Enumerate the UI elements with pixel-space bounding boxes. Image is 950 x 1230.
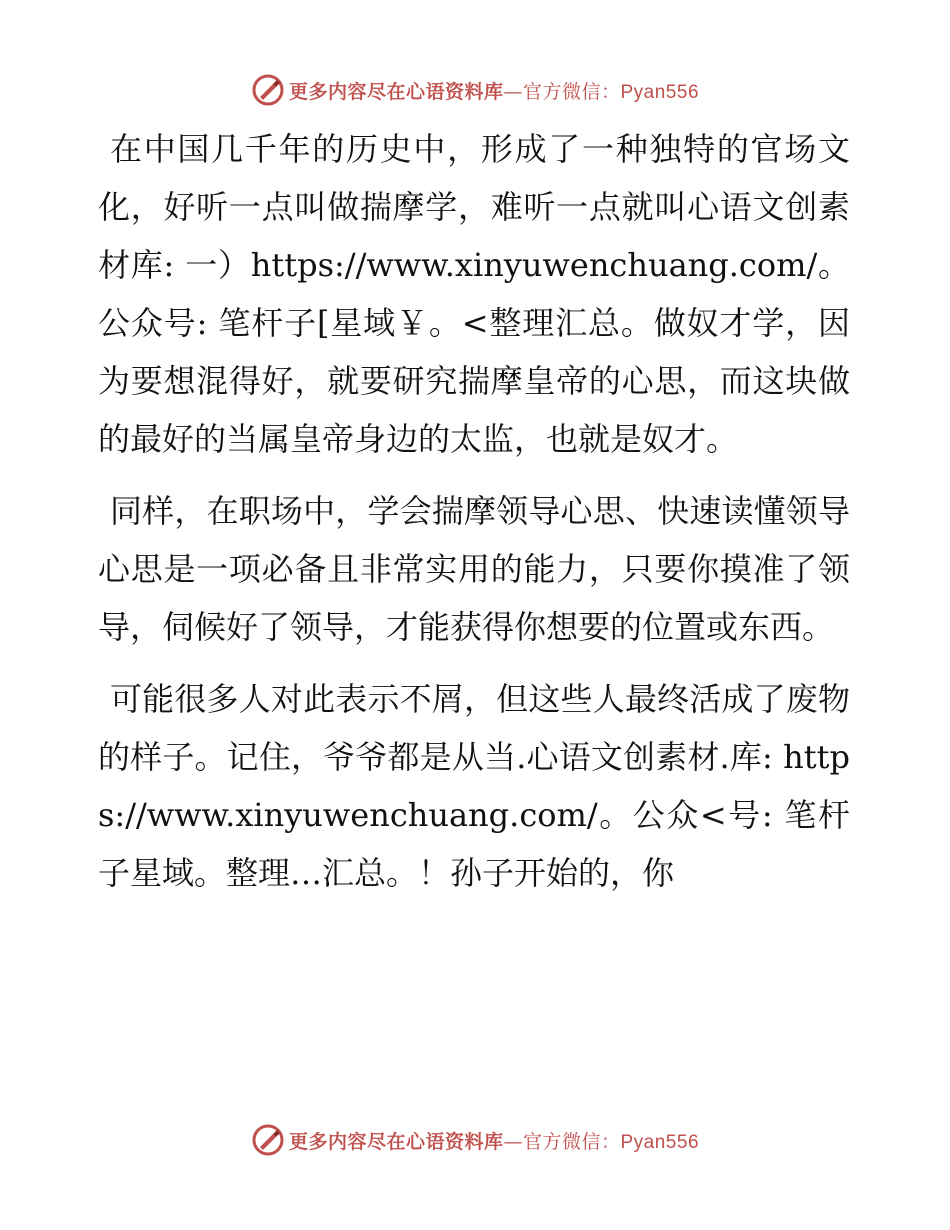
paragraph-3: 可能很多人对此表示不屑，但这些人最终活成了废物的样子。记住，爷爷都是从当.心语文创素材.库: https://www.xinyuwenchuang.com/。公众<号: 笔杆子星域。整理…汇总。！孙子开始的，你: [98, 680, 850, 892]
watermark-text: [289, 1127, 699, 1154]
watermark-wechat-label: 官方微信：: [522, 80, 621, 103]
pen-logo-icon: [251, 73, 285, 107]
document-body: [98, 120, 850, 916]
watermark-wechat-id: Pyan556: [620, 81, 700, 103]
watermark-text: [289, 77, 699, 104]
watermark-wechat-label: 官方微信：: [522, 1130, 621, 1153]
pen-logo-icon: [251, 1123, 285, 1157]
watermark-separator: —: [503, 80, 523, 103]
watermark-separator: —: [503, 1130, 523, 1153]
watermark-site-text: 更多内容尽在心语资料库: [288, 80, 504, 103]
paragraph-2: 同样，在职场中，学会揣摩领导心思、快速读懂领导心思是一项必备且非常实用的能力，只要你摸准了领导，伺候好了领导，才能获得你想要的位置或东西。: [98, 492, 850, 646]
header-watermark: [0, 70, 950, 110]
footer-watermark: [0, 1120, 950, 1160]
watermark-site-text: 更多内容尽在心语资料库: [288, 1130, 504, 1153]
watermark-wechat-id: Pyan556: [620, 1131, 700, 1153]
paragraph-1: 在中国几千年的历史中，形成了一种独特的官场文化，好听一点叫做揣摩学，难听一点就叫心语文创素材库: 一）https://www.xinyuwenchuang.com/。公众号: 笔杆子[星域￥。<整理汇总。做奴才学，因为要想混得好，就要研究揣摩皇帝的心思，而这块做的最好的当属皇帝身边的太监，也就是奴才。: [98, 130, 850, 458]
